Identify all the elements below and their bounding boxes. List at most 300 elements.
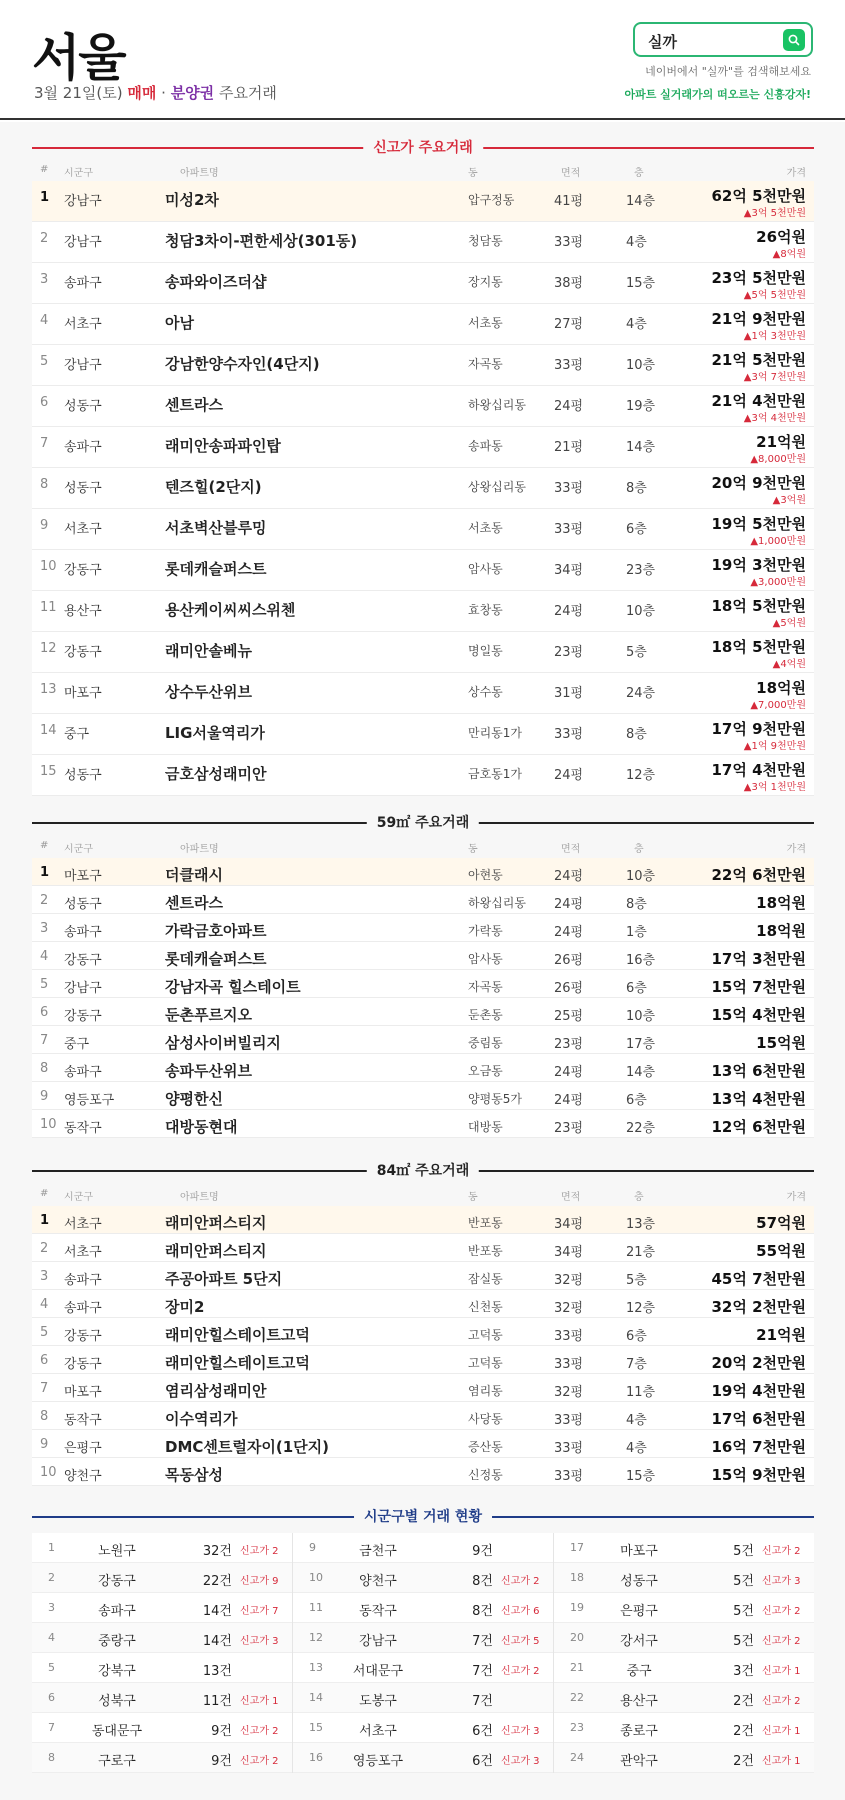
district-row bbox=[293, 1653, 553, 1683]
table-row[interactable] bbox=[32, 1318, 814, 1346]
floor-value: 5층 bbox=[626, 645, 647, 660]
price-change: ▲5억원 bbox=[772, 618, 806, 629]
area-value: 33평 bbox=[554, 1357, 584, 1372]
table-row[interactable] bbox=[32, 509, 814, 550]
dong-name: 상왕십리동 bbox=[468, 480, 526, 494]
price-value: 55억원 bbox=[756, 1242, 806, 1260]
search-input[interactable] bbox=[633, 22, 813, 57]
table-row[interactable] bbox=[32, 1458, 814, 1486]
district-name: 강동구 bbox=[64, 1009, 102, 1024]
district-rank: 22 bbox=[570, 1691, 584, 1704]
dong-name: 자곡동 bbox=[468, 357, 503, 371]
district-name: 강남구 bbox=[359, 1634, 397, 1649]
district-row bbox=[32, 1743, 292, 1773]
district-row bbox=[32, 1713, 292, 1743]
floor-value: 17층 bbox=[626, 1037, 656, 1052]
price-value: 19억 3천만원 bbox=[711, 556, 806, 574]
dong-name: 송파동 bbox=[468, 439, 503, 453]
area-value: 32평 bbox=[554, 1273, 584, 1288]
district-name: 양천구 bbox=[359, 1574, 397, 1589]
area-value: 33평 bbox=[554, 1413, 584, 1428]
section-title-district: 시군구별 거래 현황 bbox=[32, 1506, 814, 1526]
price-value: 19억 4천만원 bbox=[711, 1382, 806, 1400]
district-name: 강북구 bbox=[98, 1664, 136, 1679]
district-rank: 23 bbox=[570, 1721, 584, 1734]
dong-name: 증산동 bbox=[468, 1440, 503, 1454]
deal-count: 11건 bbox=[202, 1694, 232, 1709]
area-value: 21평 bbox=[554, 440, 584, 455]
deal-count: 13건 bbox=[202, 1664, 232, 1679]
rank-number: 3 bbox=[40, 921, 49, 936]
dong-name: 상수동 bbox=[468, 685, 503, 699]
area-value: 23평 bbox=[554, 1037, 584, 1052]
district-name: 영등포구 bbox=[64, 1093, 115, 1108]
dong-name: 청담동 bbox=[468, 234, 503, 248]
apartment-name: 상수두산위브 bbox=[165, 683, 252, 701]
rank-number: 9 bbox=[40, 1437, 49, 1452]
district-row bbox=[293, 1623, 553, 1653]
apartment-name: 텐즈힐(2단지) bbox=[165, 478, 262, 496]
rank-number: 9 bbox=[40, 518, 49, 533]
rank-number: 1 bbox=[40, 865, 50, 880]
district-rank: 1 bbox=[48, 1541, 55, 1554]
price-value: 17억 3천만원 bbox=[711, 950, 806, 968]
dong-name: 둔촌동 bbox=[468, 1008, 503, 1022]
district-name: 중구 bbox=[626, 1664, 652, 1679]
district-name: 종로구 bbox=[620, 1724, 658, 1739]
table-row[interactable] bbox=[32, 914, 814, 942]
district-name: 송파구 bbox=[64, 925, 102, 940]
table-row[interactable] bbox=[32, 1430, 814, 1458]
rank-number: 5 bbox=[40, 1325, 49, 1340]
deal-count: 5건 bbox=[733, 1544, 754, 1559]
area-value: 33평 bbox=[554, 1469, 584, 1484]
section-title-84: 84㎡ 주요거래 bbox=[32, 1160, 814, 1180]
rank-number: 3 bbox=[40, 272, 49, 287]
dong-name: 만리동1가 bbox=[468, 726, 523, 740]
district-rank: 20 bbox=[570, 1631, 584, 1644]
district-name: 송파구 bbox=[64, 276, 102, 291]
rank-number: 2 bbox=[40, 1241, 49, 1256]
area-value: 33평 bbox=[554, 727, 584, 742]
apartment-name: 래미안솔베뉴 bbox=[165, 642, 252, 660]
area-value: 31평 bbox=[554, 686, 584, 701]
district-row bbox=[32, 1653, 292, 1683]
district-row bbox=[554, 1563, 814, 1593]
dong-name: 아현동 bbox=[468, 868, 503, 882]
dong-name: 서초동 bbox=[468, 521, 503, 535]
area-value: 24평 bbox=[554, 897, 584, 912]
dong-name: 반포동 bbox=[468, 1244, 503, 1258]
district-name: 영등포구 bbox=[352, 1754, 404, 1769]
floor-value: 19층 bbox=[626, 399, 656, 414]
district-row bbox=[32, 1563, 292, 1593]
district-column bbox=[554, 1533, 814, 1773]
apartment-name: DMC센트럴자이(1단지) bbox=[165, 1438, 329, 1456]
area-value: 24평 bbox=[554, 1093, 584, 1108]
floor-value: 24층 bbox=[626, 686, 656, 701]
deal-count: 2건 bbox=[733, 1754, 754, 1769]
floor-value: 4층 bbox=[626, 235, 647, 250]
area-value: 25평 bbox=[554, 1009, 584, 1024]
apartment-name: 아남 bbox=[165, 314, 194, 332]
price-value: 20억 2천만원 bbox=[711, 1354, 806, 1372]
district-name: 서초구 bbox=[64, 522, 102, 537]
new-high-badge: 신고가 3 bbox=[501, 1726, 540, 1737]
price-value: 21억원 bbox=[756, 1326, 806, 1344]
district-column bbox=[293, 1533, 553, 1773]
table-row[interactable] bbox=[32, 1402, 814, 1430]
apartment-name: 송파두산위브 bbox=[165, 1062, 252, 1080]
district-name: 강동구 bbox=[64, 645, 102, 660]
area-value: 41평 bbox=[554, 194, 584, 209]
table-row[interactable] bbox=[32, 550, 814, 591]
price-value: 21억 9천만원 bbox=[711, 310, 806, 328]
district-name: 송파구 bbox=[64, 1301, 102, 1316]
table-row[interactable] bbox=[32, 386, 814, 427]
rank-number: 4 bbox=[40, 949, 49, 964]
table-row[interactable] bbox=[32, 755, 814, 796]
rank-number: 6 bbox=[40, 395, 49, 410]
apartment-name: 염리삼성래미안 bbox=[165, 1382, 267, 1400]
district-name: 성동구 bbox=[64, 399, 102, 414]
new-high-badge: 신고가 3 bbox=[240, 1636, 279, 1647]
rank-number: 7 bbox=[40, 1033, 49, 1048]
floor-value: 6층 bbox=[626, 1329, 647, 1344]
district-rank: 15 bbox=[309, 1721, 323, 1734]
rank-number: 10 bbox=[40, 1117, 57, 1132]
rank-number: 13 bbox=[40, 682, 57, 697]
apartment-name: 래미안송파파인탑 bbox=[165, 437, 281, 455]
dong-name: 신천동 bbox=[468, 1300, 503, 1314]
price-value: 15억원 bbox=[756, 1034, 806, 1052]
floor-value: 8층 bbox=[626, 481, 647, 496]
district-name: 도봉구 bbox=[359, 1694, 397, 1709]
rank-number: 4 bbox=[40, 1297, 49, 1312]
rank-number: 8 bbox=[40, 1061, 49, 1076]
district-name: 동작구 bbox=[64, 1413, 102, 1428]
district-rank: 17 bbox=[570, 1541, 584, 1554]
deal-count: 8건 bbox=[472, 1604, 493, 1619]
area-value: 38평 bbox=[554, 276, 584, 291]
district-name: 송파구 bbox=[64, 440, 102, 455]
dong-name: 금호동1가 bbox=[468, 767, 523, 781]
price-change: ▲1,000만원 bbox=[750, 536, 806, 547]
apartment-name: 이수역리가 bbox=[165, 1410, 238, 1428]
rank-number: 3 bbox=[40, 1269, 49, 1284]
apartment-name: 송파와이즈더샵 bbox=[165, 273, 267, 291]
rank-number: 1 bbox=[40, 1213, 50, 1228]
dong-name: 신정동 bbox=[468, 1468, 503, 1482]
dong-name: 서초동 bbox=[468, 316, 503, 330]
floor-value: 6층 bbox=[626, 522, 647, 537]
price-value: 32억 2천만원 bbox=[711, 1298, 806, 1316]
table-row[interactable] bbox=[32, 1206, 814, 1234]
price-value: 17억 4천만원 bbox=[711, 761, 806, 779]
price-value: 45억 7천만원 bbox=[711, 1270, 806, 1288]
deal-count: 5건 bbox=[733, 1604, 754, 1619]
district-rank: 18 bbox=[570, 1571, 584, 1584]
district-name: 양천구 bbox=[64, 1469, 102, 1484]
district-row bbox=[554, 1683, 814, 1713]
dong-name: 사당동 bbox=[468, 1412, 503, 1426]
apartment-name: 삼성사이버빌리지 bbox=[165, 1034, 281, 1052]
district-name: 성동구 bbox=[64, 768, 102, 783]
district-name: 마포구 bbox=[620, 1544, 658, 1559]
district-name: 마포구 bbox=[64, 1385, 102, 1400]
section-title-high: 신고가 주요거래 bbox=[32, 137, 814, 157]
deal-count: 9건 bbox=[211, 1724, 232, 1739]
dong-name: 양평동5가 bbox=[468, 1092, 523, 1106]
city-title: 서울 bbox=[32, 29, 125, 87]
table-row[interactable] bbox=[32, 304, 814, 345]
table-row[interactable] bbox=[32, 714, 814, 755]
deal-count: 14건 bbox=[202, 1634, 232, 1649]
district-row bbox=[554, 1593, 814, 1623]
table-row[interactable] bbox=[32, 1026, 814, 1054]
rank-number: 6 bbox=[40, 1005, 49, 1020]
price-value: 15억 7천만원 bbox=[711, 978, 806, 996]
apartment-name: 목동삼성 bbox=[165, 1466, 223, 1484]
apartment-name: 대방동현대 bbox=[165, 1118, 238, 1136]
search-button[interactable] bbox=[783, 29, 805, 51]
district-column bbox=[32, 1533, 292, 1773]
price-value: 22억 6천만원 bbox=[711, 866, 806, 884]
column-header-high: # 시군구 아파트명 동 면적 층 가격 bbox=[40, 164, 806, 179]
price-value: 13억 4천만원 bbox=[711, 1090, 806, 1108]
table-row[interactable] bbox=[32, 1290, 814, 1318]
table-row[interactable] bbox=[32, 1234, 814, 1262]
district-name: 은평구 bbox=[620, 1604, 658, 1619]
table-row[interactable] bbox=[32, 858, 814, 886]
trade-type-sale: 매매 bbox=[127, 84, 157, 102]
price-value: 13억 6천만원 bbox=[711, 1062, 806, 1080]
apartment-name: 주공아파트 5단지 bbox=[165, 1270, 283, 1288]
district-row bbox=[554, 1533, 814, 1563]
price-change: ▲7,000만원 bbox=[750, 700, 806, 711]
district-name: 강남구 bbox=[64, 358, 102, 373]
area-value: 33평 bbox=[554, 481, 584, 496]
district-row bbox=[32, 1593, 292, 1623]
deal-count: 9건 bbox=[211, 1754, 232, 1769]
table-row[interactable] bbox=[32, 181, 814, 222]
district-row bbox=[32, 1623, 292, 1653]
area-value: 32평 bbox=[554, 1385, 584, 1400]
rank-number: 11 bbox=[40, 600, 57, 615]
table-row[interactable] bbox=[32, 1110, 814, 1138]
dong-name: 장지동 bbox=[468, 275, 503, 289]
new-high-badge: 신고가 1 bbox=[762, 1666, 801, 1677]
rank-number: 14 bbox=[40, 723, 57, 738]
new-high-badge: 신고가 9 bbox=[240, 1576, 279, 1587]
floor-value: 4층 bbox=[626, 1441, 647, 1456]
dong-name: 대방동 bbox=[468, 1120, 503, 1134]
deals-84-table bbox=[32, 1206, 814, 1486]
date-label: 3월 21일(토) bbox=[34, 84, 123, 102]
search-icon bbox=[787, 33, 801, 47]
price-value: 21억 4천만원 bbox=[711, 392, 806, 410]
table-row[interactable] bbox=[32, 1054, 814, 1082]
district-rank: 3 bbox=[48, 1601, 55, 1614]
district-name: 관악구 bbox=[620, 1754, 658, 1769]
dong-name: 명일동 bbox=[468, 644, 503, 658]
rank-number: 15 bbox=[40, 764, 57, 779]
price-change: ▲5억 5천만원 bbox=[743, 290, 806, 301]
district-rank: 2 bbox=[48, 1571, 55, 1584]
district-name: 강동구 bbox=[64, 1329, 102, 1344]
district-name: 동작구 bbox=[359, 1604, 397, 1619]
rank-number: 4 bbox=[40, 313, 49, 328]
dong-name: 하왕십리동 bbox=[468, 896, 526, 910]
rank-number: 8 bbox=[40, 1409, 49, 1424]
rank-number: 7 bbox=[40, 1381, 49, 1396]
deal-count: 2건 bbox=[733, 1694, 754, 1709]
district-name: 구로구 bbox=[98, 1754, 136, 1769]
new-high-badge: 신고가 2 bbox=[240, 1726, 279, 1737]
area-value: 24평 bbox=[554, 768, 584, 783]
dong-name: 염리동 bbox=[468, 1384, 503, 1398]
floor-value: 10층 bbox=[626, 358, 656, 373]
dong-name: 중림동 bbox=[468, 1036, 503, 1050]
table-row[interactable] bbox=[32, 468, 814, 509]
deal-count: 7건 bbox=[472, 1634, 493, 1649]
table-row[interactable] bbox=[32, 886, 814, 914]
table-row[interactable] bbox=[32, 1374, 814, 1402]
new-high-badge: 신고가 2 bbox=[762, 1696, 801, 1707]
page-subtitle bbox=[34, 82, 277, 103]
apartment-name: 장미2 bbox=[165, 1298, 205, 1316]
rank-number: 5 bbox=[40, 977, 49, 992]
table-row[interactable] bbox=[32, 591, 814, 632]
district-name: 서초구 bbox=[64, 1217, 102, 1232]
table-row[interactable] bbox=[32, 345, 814, 386]
dong-name: 암사동 bbox=[468, 562, 503, 576]
area-value: 26평 bbox=[554, 981, 584, 996]
district-name: 은평구 bbox=[64, 1441, 102, 1456]
apartment-name: 용산케이씨씨스위첸 bbox=[165, 601, 296, 619]
floor-value: 21층 bbox=[626, 1245, 656, 1260]
district-name: 용산구 bbox=[64, 604, 102, 619]
table-row[interactable] bbox=[32, 998, 814, 1026]
table-row[interactable] bbox=[32, 970, 814, 998]
trade-type-presale: 분양권 bbox=[170, 84, 215, 102]
district-name: 서초구 bbox=[64, 317, 102, 332]
table-row[interactable] bbox=[32, 1346, 814, 1374]
floor-value: 10층 bbox=[626, 604, 656, 619]
apartment-name: 래미안퍼스티지 bbox=[165, 1214, 267, 1232]
district-row bbox=[554, 1623, 814, 1653]
district-row bbox=[554, 1653, 814, 1683]
area-value: 23평 bbox=[554, 645, 584, 660]
district-name: 송파구 bbox=[64, 1065, 102, 1080]
district-rank: 12 bbox=[309, 1631, 323, 1644]
price-value: 23억 5천만원 bbox=[711, 269, 806, 287]
deal-count: 5건 bbox=[733, 1634, 754, 1649]
price-value: 18억원 bbox=[756, 894, 806, 912]
price-change: ▲4억원 bbox=[772, 659, 806, 670]
apartment-name: 금호삼성래미안 bbox=[165, 765, 267, 783]
search-hint: 네이버에서 "실까"를 검색해보세요 bbox=[645, 65, 811, 78]
table-row[interactable] bbox=[32, 427, 814, 468]
apartment-name: 미성2차 bbox=[165, 191, 219, 209]
district-stats-grid bbox=[32, 1533, 814, 1773]
dong-name: 자곡동 bbox=[468, 980, 503, 994]
dong-name: 암사동 bbox=[468, 952, 503, 966]
dong-name: 고덕동 bbox=[468, 1328, 503, 1342]
apartment-name: 래미안힐스테이트고덕 bbox=[165, 1326, 310, 1344]
floor-value: 22층 bbox=[626, 1121, 656, 1136]
new-high-badge: 신고가 7 bbox=[240, 1606, 279, 1617]
table-row[interactable] bbox=[32, 1262, 814, 1290]
deal-count: 2건 bbox=[733, 1724, 754, 1739]
apartment-name: 래미안퍼스티지 bbox=[165, 1242, 267, 1260]
floor-value: 10층 bbox=[626, 869, 656, 884]
table-row[interactable] bbox=[32, 942, 814, 970]
table-row[interactable] bbox=[32, 263, 814, 304]
apartment-name: 가락금호아파트 bbox=[165, 922, 267, 940]
floor-value: 15층 bbox=[626, 1469, 656, 1484]
district-rank: 16 bbox=[309, 1751, 323, 1764]
price-value: 18억원 bbox=[756, 922, 806, 940]
table-row[interactable] bbox=[32, 673, 814, 714]
floor-value: 7층 bbox=[626, 1357, 647, 1372]
area-value: 32평 bbox=[554, 1301, 584, 1316]
new-high-badge: 신고가 2 bbox=[762, 1606, 801, 1617]
rank-number: 5 bbox=[40, 354, 49, 369]
area-value: 33평 bbox=[554, 235, 584, 250]
table-row[interactable] bbox=[32, 1082, 814, 1110]
district-row bbox=[32, 1683, 292, 1713]
district-rank: 24 bbox=[570, 1751, 584, 1764]
district-name: 마포구 bbox=[64, 686, 102, 701]
rank-number: 2 bbox=[40, 231, 49, 246]
district-row bbox=[293, 1683, 553, 1713]
deal-count: 7건 bbox=[472, 1664, 493, 1679]
rank-number: 6 bbox=[40, 1353, 49, 1368]
table-row[interactable] bbox=[32, 632, 814, 673]
rank-number: 7 bbox=[40, 436, 49, 451]
price-value: 20억 9천만원 bbox=[711, 474, 806, 492]
new-high-badge: 신고가 2 bbox=[762, 1546, 801, 1557]
district-name: 강남구 bbox=[64, 235, 102, 250]
high-price-table bbox=[32, 181, 814, 796]
apartment-name: 서초벽산블루밍 bbox=[165, 519, 267, 537]
district-name: 서대문구 bbox=[352, 1664, 404, 1679]
district-rank: 7 bbox=[48, 1721, 55, 1734]
price-value: 15억 9천만원 bbox=[711, 1466, 806, 1484]
price-value: 62억 5천만원 bbox=[711, 187, 806, 205]
dong-name: 잠실동 bbox=[468, 1272, 503, 1286]
district-row bbox=[293, 1593, 553, 1623]
area-value: 24평 bbox=[554, 1065, 584, 1080]
search-value: 실까 bbox=[648, 33, 677, 51]
rank-number: 10 bbox=[40, 559, 57, 574]
price-change: ▲3억 1천만원 bbox=[743, 782, 806, 793]
price-value: 18억 5천만원 bbox=[711, 638, 806, 656]
area-value: 33평 bbox=[554, 1441, 584, 1456]
price-change: ▲3억 5천만원 bbox=[743, 208, 806, 219]
table-row[interactable] bbox=[32, 222, 814, 263]
district-name: 강남구 bbox=[64, 981, 102, 996]
price-value: 15억 4천만원 bbox=[711, 1006, 806, 1024]
district-name: 강동구 bbox=[64, 563, 102, 578]
district-name: 금천구 bbox=[359, 1544, 397, 1559]
deal-count: 9건 bbox=[472, 1544, 493, 1559]
floor-value: 14층 bbox=[626, 1065, 656, 1080]
price-value: 17억 9천만원 bbox=[711, 720, 806, 738]
apartment-name: 롯데캐슬퍼스트 bbox=[165, 560, 267, 578]
price-value: 21억원 bbox=[756, 433, 806, 451]
